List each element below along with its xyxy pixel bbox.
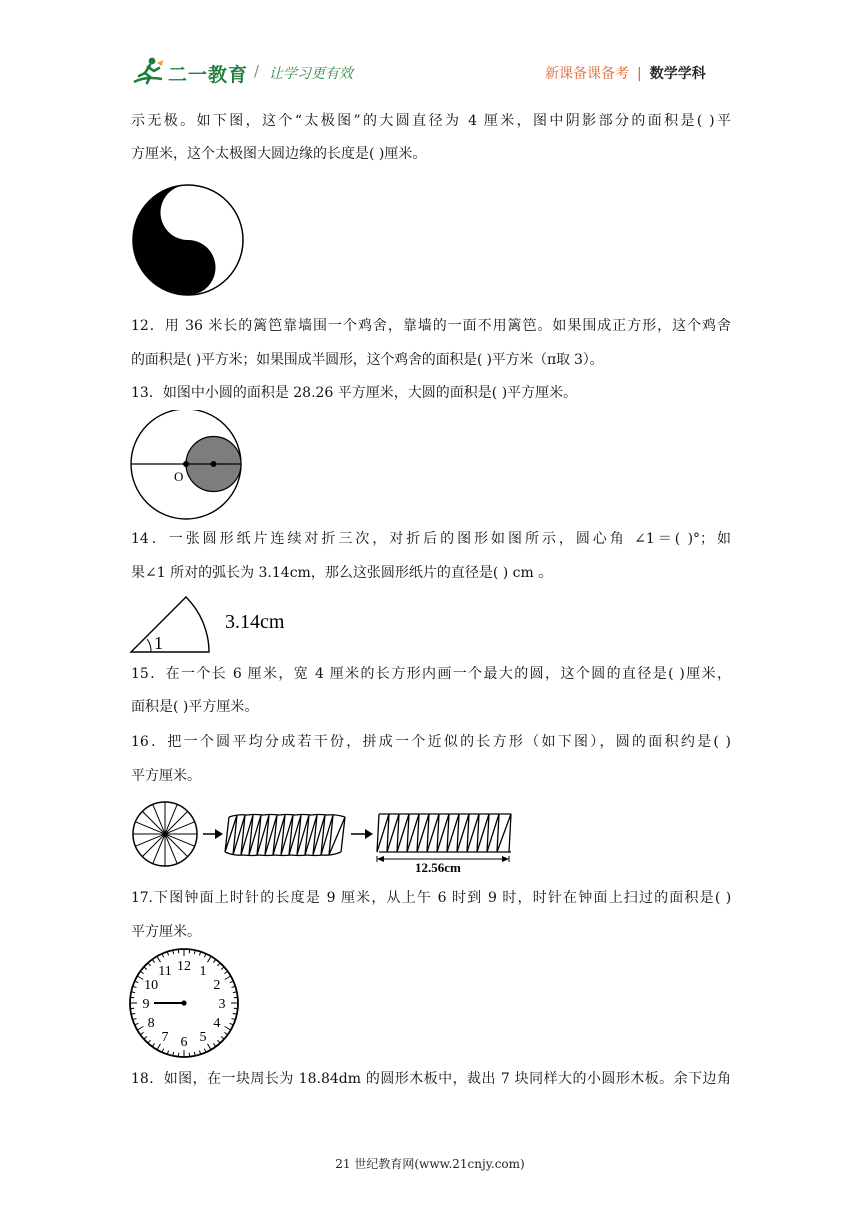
clock-number: 9	[142, 997, 150, 1012]
runner-logo-icon	[131, 54, 165, 88]
q15-line1: 15．在一个长 6 厘米，宽 4 厘米的长方形内画一个最大的圆，这个圆的直径是( )厘米，	[131, 666, 731, 682]
header-right	[545, 63, 706, 83]
divided-circle	[133, 802, 197, 866]
circle-to-rectangle-figure	[131, 800, 515, 876]
q14-line2: 果∠1 所对的弧长为 3.14cm，那么这张圆形纸片的直径是( ) cm 。	[131, 565, 553, 581]
header-separator: |	[637, 66, 642, 82]
clock-number: 3	[218, 997, 226, 1012]
clock-number: 10	[144, 978, 159, 993]
angle-label: 1	[154, 633, 163, 653]
clock-number: 5	[199, 1029, 207, 1045]
q16-line2: 平方厘米。	[131, 768, 201, 784]
slogan: 让学习更有效	[269, 66, 353, 82]
clock-number: 6	[180, 1035, 188, 1050]
arrow-right-icon	[351, 829, 373, 839]
clock-number: 8	[147, 1016, 155, 1031]
q11-line1: 示无极。如下图，这个“太极图”的大圆直径为 4 厘米，图中阴影部分的面积是( )平	[131, 113, 731, 129]
sector-figure	[129, 586, 299, 656]
header-tagline: 新课备课备考	[545, 66, 629, 82]
clock-figure	[128, 947, 240, 1059]
circles-figure	[129, 410, 245, 520]
q14-line1: 14．一张圆形纸片连续对折三次，对折后的图形如图所示，圆心角 ∠1＝( )°；如	[131, 531, 731, 547]
arrow-right-icon	[203, 829, 223, 839]
q17-line2: 平方厘米。	[131, 924, 201, 940]
clock-number: 4	[213, 1016, 221, 1031]
arc-length-label: 3.14cm	[225, 611, 285, 633]
q12-line1: 12．用 36 米长的篱笆靠墙围一个鸡舍，靠墙的一面不用篱笆。如果围成正方形，这个鸡舍	[131, 318, 731, 334]
clock-number: 1	[199, 964, 207, 980]
clock-number: 2	[213, 978, 221, 993]
clock-number: 7	[161, 1029, 169, 1045]
q13-line1: 13．如图中小圆的面积是 28.26 平方厘米，大圆的面积是( )平方厘米。	[131, 385, 578, 401]
footer: 21 世纪教育网(www.21cnjy.com)	[335, 1157, 525, 1171]
q12-line2: 的面积是( )平方米；如果围成半圆形，这个鸡舍的面积是( )平方米（π取 3）。	[131, 352, 604, 368]
q11-line2: 方厘米，这个太极图大圆边缘的长度是( )厘米。	[131, 146, 427, 162]
clock-number: 12	[177, 959, 191, 974]
logo-text: 二一教育	[168, 64, 249, 86]
q15-line2: 面积是( )平方厘米。	[131, 699, 259, 715]
length-label: 12.56cm	[415, 860, 461, 875]
circle-center-label: O	[174, 469, 184, 484]
rearranged-strip-2	[377, 814, 511, 852]
rearranged-strip-1	[225, 815, 345, 856]
q17-line1: 17.下图钟面上时针的长度是 9 厘米，从上午 6 时到 9 时，时针在钟面上扫过的面积是( )	[131, 890, 731, 906]
header-slash: /	[254, 62, 260, 80]
header	[0, 0, 860, 100]
header-subject: 数学学科	[649, 66, 706, 82]
taiji-figure	[131, 183, 245, 297]
q16-line1: 16．把一个圆平均分成若干份，拼成一个近似的长方形（如下图），圆的面积约是( )	[131, 734, 731, 750]
q18-line1: 18．如图，在一块周长为 18.84dm 的圆形木板中，裁出 7 块同样大的小圆形木板。余下边角	[131, 1071, 731, 1087]
clock-number: 11	[158, 964, 172, 980]
